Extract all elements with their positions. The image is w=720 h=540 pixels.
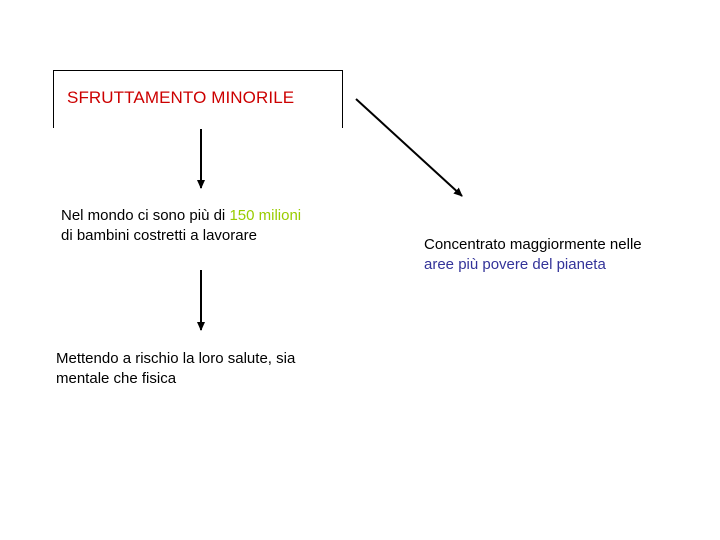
arrow-title-to-location — [356, 99, 462, 196]
diagram-title: SFRUTTAMENTO MINORILE — [67, 88, 295, 107]
location-line2: aree più povere del pianeta — [424, 256, 606, 273]
children-count-line2: di bambini costretti a lavorare — [61, 227, 257, 244]
node-location — [424, 235, 642, 275]
children-count-line1 — [61, 206, 301, 226]
health-risk-line2: mentale che fisica — [56, 370, 177, 387]
node-children-count — [61, 206, 301, 246]
health-risk-line1: Mettendo a rischio la loro salute, sia — [56, 350, 296, 367]
node-health-risk — [56, 349, 295, 389]
location-line1: Concentrato maggiormente nelle — [424, 236, 642, 253]
children-count-prefix: Nel mondo ci sono più di — [61, 207, 230, 224]
children-count-highlight: 150 milioni — [229, 207, 302, 224]
